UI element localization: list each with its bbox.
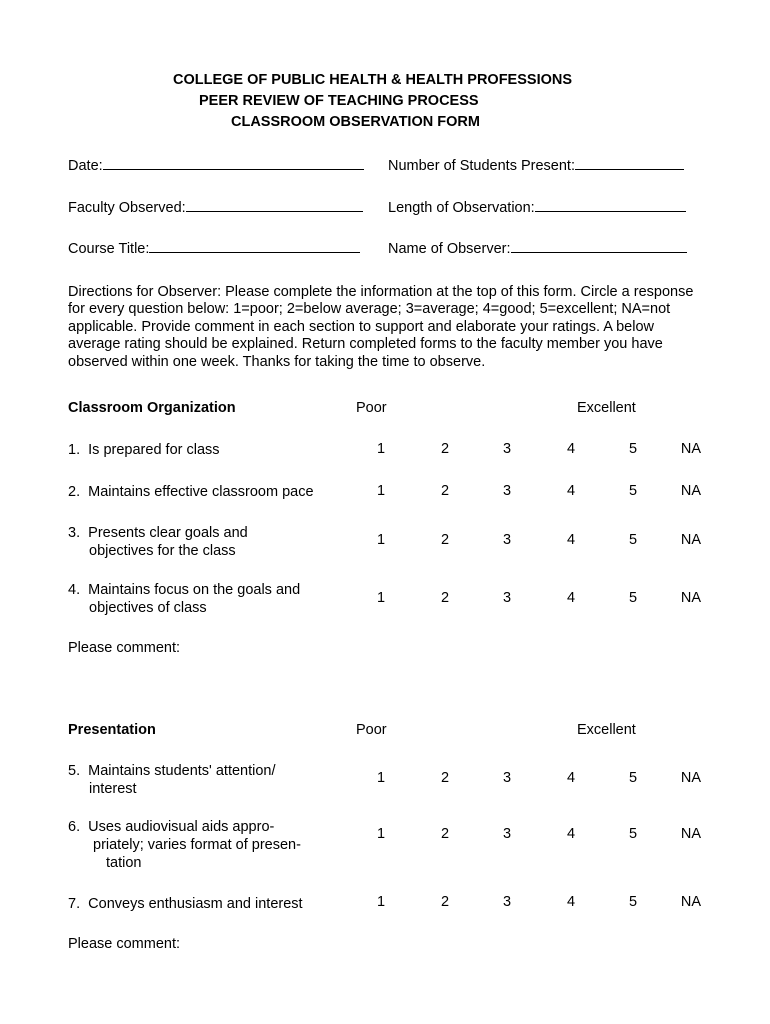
date-line[interactable] <box>103 155 364 170</box>
observer-label: Name of Observer: <box>388 241 511 257</box>
rating-option-3[interactable]: 3 <box>502 590 512 606</box>
rating-option-1[interactable]: 1 <box>376 770 386 786</box>
rating-option-3[interactable]: 3 <box>502 894 512 910</box>
num-students-line[interactable] <box>575 155 684 170</box>
rating-option-3[interactable]: 3 <box>502 441 512 457</box>
rating-option-2[interactable]: 2 <box>440 590 450 606</box>
rating-option-5[interactable]: 5 <box>628 532 638 548</box>
rating-option-na[interactable]: NA <box>680 532 702 548</box>
num-students-field[interactable] <box>388 155 684 175</box>
rating-option-na[interactable]: NA <box>680 826 702 842</box>
rating-option-5[interactable]: 5 <box>628 441 638 457</box>
date-label: Date: <box>68 158 103 174</box>
num-students-label: Number of Students Present: <box>388 158 575 174</box>
question-item: 2. Maintains effective classroom pace <box>68 484 314 500</box>
scale-poor-label: Poor <box>356 400 387 416</box>
length-label: Length of Observation: <box>388 200 535 216</box>
section-title-classroom-organization: Classroom Organization <box>68 400 236 416</box>
observer-line[interactable] <box>511 238 687 253</box>
rating-option-4[interactable]: 4 <box>566 532 576 548</box>
rating-option-2[interactable]: 2 <box>440 826 450 842</box>
rating-option-na[interactable]: NA <box>680 894 702 910</box>
scale-excellent-label: Excellent <box>577 400 636 416</box>
rating-option-4[interactable]: 4 <box>566 826 576 842</box>
course-line[interactable] <box>149 238 360 253</box>
course-label: Course Title: <box>68 241 150 257</box>
rating-option-5[interactable]: 5 <box>628 826 638 842</box>
scale-poor-label: Poor <box>356 722 387 738</box>
rating-option-na[interactable]: NA <box>680 770 702 786</box>
rating-option-3[interactable]: 3 <box>502 770 512 786</box>
observer-field[interactable] <box>388 238 687 258</box>
form-title-college: COLLEGE OF PUBLIC HEALTH & HEALTH PROFESSIONS <box>173 72 573 88</box>
rating-option-2[interactable]: 2 <box>440 483 450 499</box>
faculty-label: Faculty Observed: <box>68 200 186 216</box>
rating-option-2[interactable]: 2 <box>440 894 450 910</box>
rating-option-5[interactable]: 5 <box>628 590 638 606</box>
rating-option-4[interactable]: 4 <box>566 770 576 786</box>
rating-option-1[interactable]: 1 <box>376 532 386 548</box>
date-field[interactable] <box>68 155 364 175</box>
rating-option-4[interactable]: 4 <box>566 441 576 457</box>
comment-prompt: Please comment: <box>68 936 181 952</box>
faculty-line[interactable] <box>186 197 363 212</box>
question-item: 6. Uses audiovisual aids appro- priately; varies format of presen- tation <box>68 819 301 871</box>
rating-option-1[interactable]: 1 <box>376 590 386 606</box>
rating-option-3[interactable]: 3 <box>502 532 512 548</box>
comment-prompt: Please comment: <box>68 640 181 656</box>
scale-excellent-label: Excellent <box>577 722 636 738</box>
question-item: 7. Conveys enthusiasm and interest <box>68 896 303 912</box>
rating-option-4[interactable]: 4 <box>566 590 576 606</box>
form-title-process: PEER REVIEW OF TEACHING PROCESS <box>199 93 479 109</box>
rating-option-5[interactable]: 5 <box>628 894 638 910</box>
rating-option-5[interactable]: 5 <box>628 483 638 499</box>
directions-text: Directions for Observer: Please complete the information at the top of this form. Circle a response for every question below: 1=poor; 2=below average; 3=average; 4=good; 5=excellent; NA=not applicable. Provide comment in each section to support and elaborate your ratings. A below average rating should be explained. Return completed forms to the faculty member you have observed within one week. Thanks for taking the time to observe. <box>68 284 694 370</box>
form-title-form: CLASSROOM OBSERVATION FORM <box>231 114 480 130</box>
rating-option-na[interactable]: NA <box>680 483 702 499</box>
rating-option-na[interactable]: NA <box>680 441 702 457</box>
length-line[interactable] <box>535 197 686 212</box>
rating-option-5[interactable]: 5 <box>628 770 638 786</box>
rating-option-4[interactable]: 4 <box>566 483 576 499</box>
faculty-field[interactable] <box>68 197 363 217</box>
question-item: 3. Presents clear goals and objectives for the class <box>68 525 248 559</box>
rating-option-3[interactable]: 3 <box>502 826 512 842</box>
section-title-presentation: Presentation <box>68 722 156 738</box>
length-field[interactable] <box>388 197 686 217</box>
rating-option-4[interactable]: 4 <box>566 894 576 910</box>
rating-option-1[interactable]: 1 <box>376 894 386 910</box>
rating-option-1[interactable]: 1 <box>376 826 386 842</box>
rating-option-1[interactable]: 1 <box>376 441 386 457</box>
question-item: 4. Maintains focus on the goals and objectives of class <box>68 582 301 616</box>
rating-option-2[interactable]: 2 <box>440 770 450 786</box>
rating-option-2[interactable]: 2 <box>440 441 450 457</box>
rating-option-2[interactable]: 2 <box>440 532 450 548</box>
rating-option-3[interactable]: 3 <box>502 483 512 499</box>
question-item: 5. Maintains students' attention/ interest <box>68 763 276 797</box>
rating-option-1[interactable]: 1 <box>376 483 386 499</box>
question-item: 1. Is prepared for class <box>68 442 220 458</box>
rating-option-na[interactable]: NA <box>680 590 702 606</box>
course-field[interactable] <box>68 238 360 258</box>
